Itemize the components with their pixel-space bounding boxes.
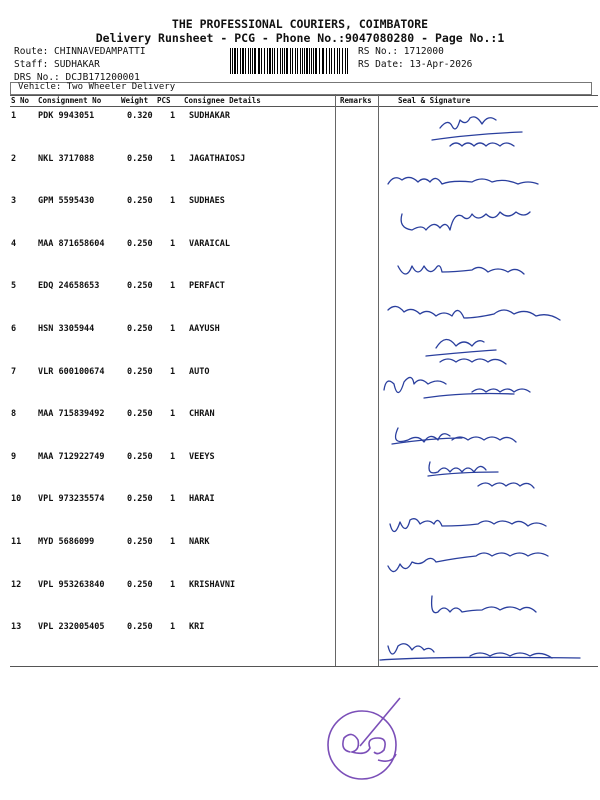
row-consignee: VARAICAL: [189, 238, 230, 249]
row-sno: 1: [11, 111, 17, 121]
row-weight: 0.250: [127, 494, 153, 505]
row-consignee: VEEYS: [189, 451, 215, 462]
signature-row-12: [432, 596, 536, 613]
signature-row-8: [392, 428, 516, 444]
col-weight: Weight: [121, 96, 149, 105]
row-consignment-no: VPL 232005405: [38, 622, 105, 633]
row-weight: 0.250: [127, 451, 153, 462]
rs-number: RS No.: 1712000: [358, 46, 444, 57]
row-pcs: 1: [170, 153, 176, 164]
row-pcs: 1: [170, 494, 176, 505]
row-sno: 11: [11, 537, 22, 547]
row-consignee: JAGATHAIOSJ: [189, 153, 246, 164]
seal-stamp-icon: [320, 690, 410, 790]
col-consignment: Consignment No: [38, 96, 102, 105]
row-consignee: AUTO: [189, 366, 210, 377]
vehicle-label: Vehicle: Two Wheeler Delivery: [18, 82, 176, 92]
row-weight: 0.250: [127, 579, 153, 590]
row-sno: 4: [11, 238, 17, 249]
row-consignee: SUDHAES: [189, 196, 225, 207]
row-weight: 0.320: [127, 111, 153, 121]
signature-row-5: [388, 306, 560, 320]
row-weight: 0.250: [127, 153, 153, 164]
row-sno: 12: [11, 579, 22, 590]
row-sno: 8: [11, 409, 17, 420]
signature-row-6: [426, 339, 506, 364]
row-consignment-no: PDK 9943051: [38, 111, 95, 121]
row-consignee: SUDHAKAR: [189, 111, 230, 121]
row-weight: 0.250: [127, 366, 153, 377]
signature-row-1: [432, 117, 522, 146]
signature-row-13: [380, 644, 580, 660]
row-sno: 13: [11, 622, 22, 633]
staff-label: Staff: SUDHAKAR: [14, 59, 100, 70]
row-pcs: 1: [170, 622, 176, 633]
row-consignment-no: MYD 5686099: [38, 537, 95, 547]
route-label: Route: CHINNAVEDAMPATTI: [14, 46, 146, 57]
runsheet-subtitle: Delivery Runsheet - PCG - Phone No.:9047080280 - Page No.:1: [95, 31, 505, 45]
row-consignment-no: VLR 600100674: [38, 366, 105, 377]
row-consignee: NARK: [189, 537, 210, 547]
signature-row-7: [384, 377, 530, 398]
row-sno: 5: [11, 281, 17, 292]
col-seal-signature: Seal & Signature: [398, 96, 471, 105]
company-title: THE PROFESSIONAL COURIERS, COIMBATORE: [171, 17, 429, 31]
signature-row-2: [388, 177, 538, 184]
row-consignee: KRI: [189, 622, 205, 633]
col-sno: S No: [11, 96, 30, 105]
row-consignment-no: MAA 715839492: [38, 409, 105, 420]
row-sno: 3: [11, 196, 17, 207]
row-sno: 6: [11, 324, 17, 334]
row-pcs: 1: [170, 451, 176, 462]
row-pcs: 1: [170, 281, 176, 292]
col-pcs: PCS: [157, 96, 171, 105]
row-consignee: KRISHAVNI: [189, 579, 236, 590]
signature-row-10: [390, 519, 546, 532]
row-pcs: 1: [170, 579, 176, 590]
signature-row-4: [398, 266, 524, 274]
row-consignee: PERFACT: [189, 281, 225, 292]
row-pcs: 1: [170, 238, 176, 249]
row-consignment-no: MAA 712922749: [38, 451, 105, 462]
row-sno: 9: [11, 451, 17, 462]
row-consignee: HARAI: [189, 494, 215, 505]
row-sno: 10: [11, 494, 22, 505]
row-weight: 0.250: [127, 196, 153, 207]
signature-row-11: [388, 553, 548, 572]
row-consignment-no: VPL 973235574: [38, 494, 105, 505]
row-consignment-no: HSN 3305944: [38, 324, 95, 334]
row-pcs: 1: [170, 537, 176, 547]
row-pcs: 1: [170, 196, 176, 207]
col-remarks: Remarks: [340, 96, 372, 105]
drs-label: DRS No.: DCJB171200001: [14, 72, 140, 83]
row-weight: 0.250: [127, 537, 153, 547]
row-consignment-no: EDQ 24658653: [38, 281, 100, 292]
row-pcs: 1: [170, 409, 176, 420]
row-sno: 2: [11, 153, 17, 164]
row-consignment-no: GPM 5595430: [38, 196, 95, 207]
row-weight: 0.250: [127, 238, 153, 249]
signature-row-3: [401, 212, 530, 230]
row-consignment-no: NKL 3717088: [38, 153, 95, 164]
row-pcs: 1: [170, 324, 176, 334]
row-consignment-no: VPL 953263840: [38, 579, 105, 590]
rs-date: RS Date: 13-Apr-2026: [358, 59, 473, 70]
row-pcs: 1: [170, 366, 176, 377]
signature-row-9: [428, 462, 534, 488]
row-weight: 0.250: [127, 324, 153, 334]
row-consignee: CHRAN: [189, 409, 215, 420]
col-consignee: Consignee Details: [184, 96, 261, 105]
row-consignee: AAYUSH: [189, 324, 220, 334]
row-pcs: 1: [170, 111, 176, 121]
row-weight: 0.250: [127, 622, 153, 633]
row-weight: 0.250: [127, 409, 153, 420]
row-weight: 0.250: [127, 281, 153, 292]
row-sno: 7: [11, 366, 17, 377]
row-consignment-no: MAA 871658604: [38, 238, 105, 249]
